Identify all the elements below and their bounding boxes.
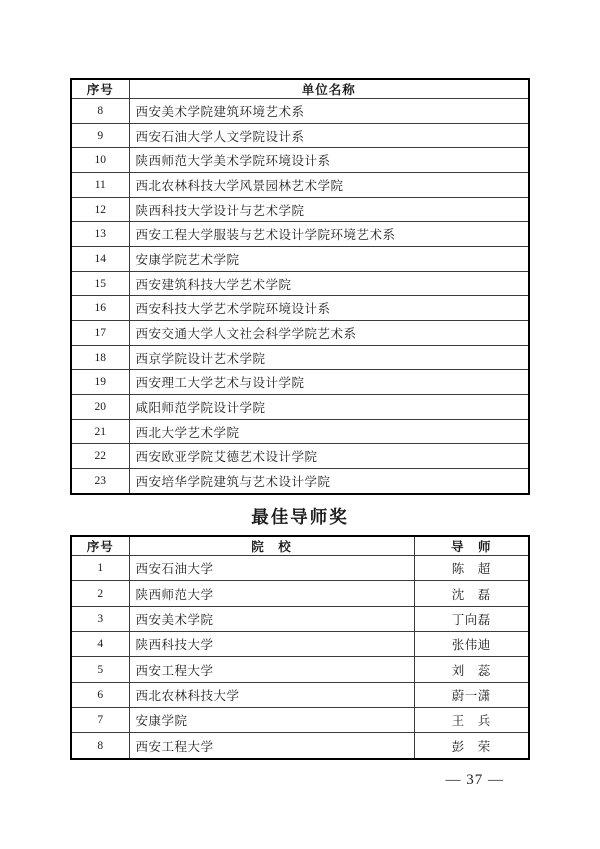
table-row: [71, 632, 529, 657]
school-cell: 西安工程大学: [129, 733, 414, 759]
serial-cell: 23: [71, 469, 129, 494]
table-row: [71, 247, 529, 272]
mentor-name-cell: 张伟迪: [414, 632, 529, 657]
school-cell: 陕西科技大学: [129, 632, 414, 657]
mentor-name-cell: 丁向磊: [414, 606, 529, 631]
unit-name-cell: 西北大学艺术学院: [129, 419, 529, 444]
mentor-table-body: [71, 556, 529, 760]
table-row: [71, 173, 529, 198]
table-row: [71, 99, 529, 124]
table-row: [71, 222, 529, 247]
school-cell: 西北农林科技大学: [129, 682, 414, 707]
table-header-row: [71, 536, 529, 556]
table-row: [71, 581, 529, 606]
serial-cell: 13: [71, 222, 129, 247]
unit-name-cell: 陕西师范大学美术学院环境设计系: [129, 148, 529, 173]
mentor-name-cell: 刘 蕊: [414, 657, 529, 682]
unit-name-cell: 西北农林科技大学风景园林艺术学院: [129, 173, 529, 198]
best-mentor-award-heading: 最佳导师奖: [251, 507, 349, 527]
unit-name-column-header: 单位名称: [129, 79, 529, 99]
mentor-column-header: 导 师: [414, 536, 529, 556]
serial-cell: 8: [71, 733, 129, 759]
table-row: [71, 345, 529, 370]
serial-cell: 6: [71, 682, 129, 707]
unit-name-cell: 西京学院设计艺术学院: [129, 345, 529, 370]
serial-cell: 21: [71, 419, 129, 444]
school-cell: 西安石油大学: [129, 556, 414, 581]
table-row: [71, 148, 529, 173]
table-header-row: [71, 79, 529, 99]
table-row: [71, 271, 529, 296]
unit-name-cell: 陕西科技大学设计与艺术学院: [129, 197, 529, 222]
table-row: [71, 370, 529, 395]
page-number: — 37 —: [445, 772, 504, 788]
unit-name-cell: 西安工程大学服装与艺术设计学院环境艺术系: [129, 222, 529, 247]
table-row: [71, 123, 529, 148]
serial-cell: 11: [71, 173, 129, 198]
serial-cell: 5: [71, 657, 129, 682]
serial-cell: 3: [71, 606, 129, 631]
mentor-name-cell: 彭 荣: [414, 733, 529, 759]
serial-cell: 19: [71, 370, 129, 395]
unit-name-cell: 西安美术学院建筑环境艺术系: [129, 99, 529, 124]
unit-name-cell: 西安科技大学艺术学院环境设计系: [129, 296, 529, 321]
serial-cell: 9: [71, 123, 129, 148]
unit-name-cell: 西安培华学院建筑与艺术设计学院: [129, 469, 529, 494]
unit-name-cell: 咸阳师范学院设计学院: [129, 395, 529, 420]
school-cell: 西安美术学院: [129, 606, 414, 631]
serial-cell: 20: [71, 395, 129, 420]
unit-name-cell: 西安石油大学人文学院设计系: [129, 123, 529, 148]
serial-cell: 14: [71, 247, 129, 272]
mentor-name-cell: 陈 超: [414, 556, 529, 581]
serial-cell: 1: [71, 556, 129, 581]
school-cell: 陕西师范大学: [129, 581, 414, 606]
mentor-name-cell: 沈 磊: [414, 581, 529, 606]
serial-cell: 16: [71, 296, 129, 321]
serial-cell: 7: [71, 708, 129, 733]
serial-cell: 10: [71, 148, 129, 173]
serial-cell: 8: [71, 99, 129, 124]
table-row: [71, 708, 529, 733]
table-row: [71, 657, 529, 682]
table-row: [71, 197, 529, 222]
serial-cell: 2: [71, 581, 129, 606]
serial-cell: 17: [71, 321, 129, 346]
mentor-award-table: [70, 535, 530, 760]
serial-cell: 22: [71, 444, 129, 469]
table-row: [71, 733, 529, 759]
unit-name-cell: 西安建筑科技大学艺术学院: [129, 271, 529, 296]
unit-name-cell: 西安欧亚学院艾德艺术设计学院: [129, 444, 529, 469]
table-row: [71, 469, 529, 494]
table-row: [71, 296, 529, 321]
table-row: [71, 682, 529, 707]
table-row: [71, 395, 529, 420]
table-row: [71, 556, 529, 581]
table-row: [71, 606, 529, 631]
serial-column-header: 序号: [71, 79, 129, 99]
mentor-name-cell: 蔚一潇: [414, 682, 529, 707]
serial-cell: 18: [71, 345, 129, 370]
serial-column-header: 序号: [71, 536, 129, 556]
serial-cell: 15: [71, 271, 129, 296]
unit-award-table: [70, 78, 530, 495]
unit-name-cell: 西安交通大学人文社会科学学院艺术系: [129, 321, 529, 346]
table-row: [71, 321, 529, 346]
mentor-name-cell: 王 兵: [414, 708, 529, 733]
table-row: [71, 444, 529, 469]
unit-name-cell: 西安理工大学艺术与设计学院: [129, 370, 529, 395]
unit-name-cell: 安康学院艺术学院: [129, 247, 529, 272]
table-row: [71, 419, 529, 444]
school-column-header: 院 校: [129, 536, 414, 556]
serial-cell: 12: [71, 197, 129, 222]
serial-cell: 4: [71, 632, 129, 657]
school-cell: 西安工程大学: [129, 657, 414, 682]
unit-table-body: [71, 99, 529, 495]
school-cell: 安康学院: [129, 708, 414, 733]
